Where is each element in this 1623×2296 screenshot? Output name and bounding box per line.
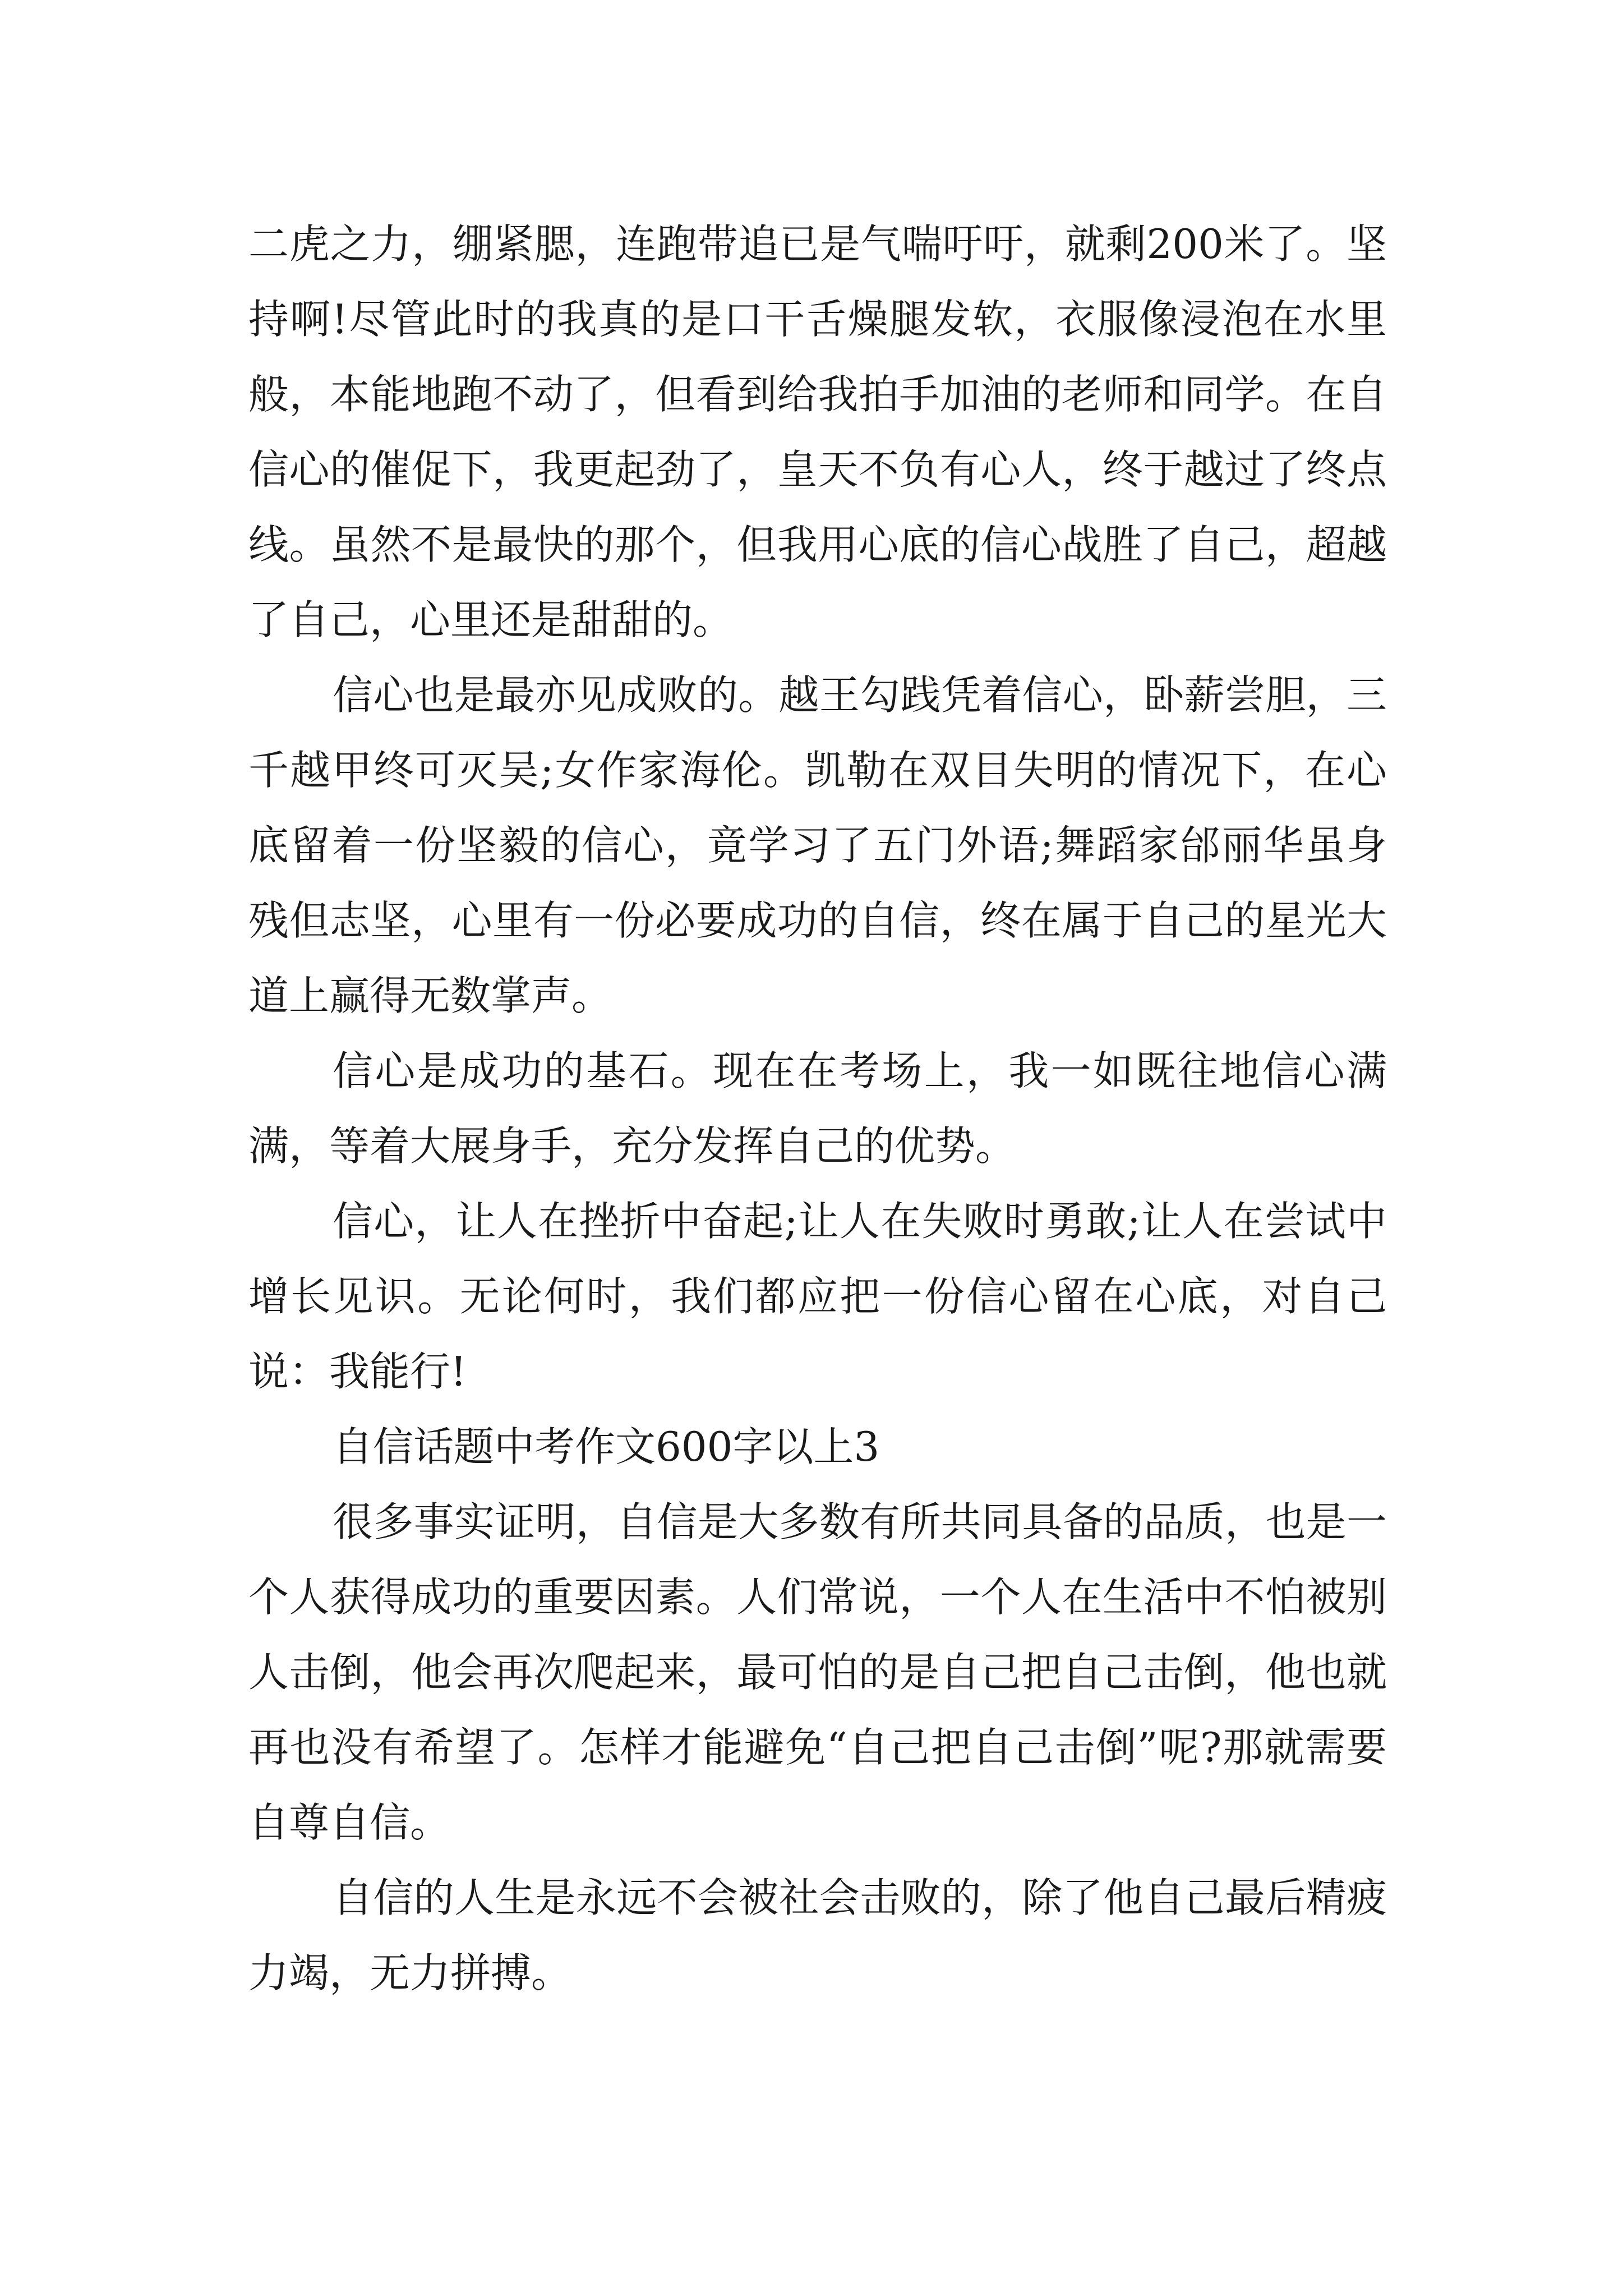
section-title: 自信话题中考作文600字以上3	[333, 1423, 880, 1470]
document-body	[248, 206, 1387, 2010]
paragraph: 很多事实证明，自信是大多数有所共同具备的品质，也是一个人获得成功的重要因素。人们常说，一个人在生活中不怕被别人击倒，他会再次爬起来，最可怕的是自己把自己击倒，他也就再也没有希望了。怎样才能避免“自己把自己击倒”呢?那就需要自尊自信。	[248, 1498, 1387, 1846]
paragraph-continued: 二虎之力，绷紧腮，连跑带追已是气喘吁吁，就剩200米了。坚持啊!尽管此时的我真的是口干舌燥腿发软，衣服像浸泡在水里般，本能地跑不动了，但看到给我拍手加油的老师和同学。在自信心的催促下，我更起劲了，皇天不负有心人，终于越过了终点线。虽然不是最快的那个，但我用心底的信心战胜了自己，超越了自己，心里还是甜甜的。	[248, 220, 1387, 643]
paragraph: 信心，让人在挫折中奋起;让人在失败时勇敢;让人在尝试中增长见识。无论何时，我们都应把一份信心留在心底，对自己说：我能行!	[248, 1198, 1387, 1395]
paragraph: 信心是成功的基石。现在在考场上，我一如既往地信心满满，等着大展身手，充分发挥自己的优势。	[248, 1047, 1387, 1170]
paragraph: 信心也是最亦见成败的。越王勾践凭着信心，卧薪尝胆，三千越甲终可灭吴;女作家海伦。凯勒在双目失明的情况下，在心底留着一份坚毅的信心，竟学习了五门外语;舞蹈家邰丽华虽身残但志坚，心里有一份必要成功的自信，终在属于自己的星光大道上赢得无数掌声。	[248, 671, 1387, 1019]
paragraph: 自信的人生是永远不会被社会击败的，除了他自己最后精疲力竭，无力拼搏。	[248, 1874, 1387, 1996]
